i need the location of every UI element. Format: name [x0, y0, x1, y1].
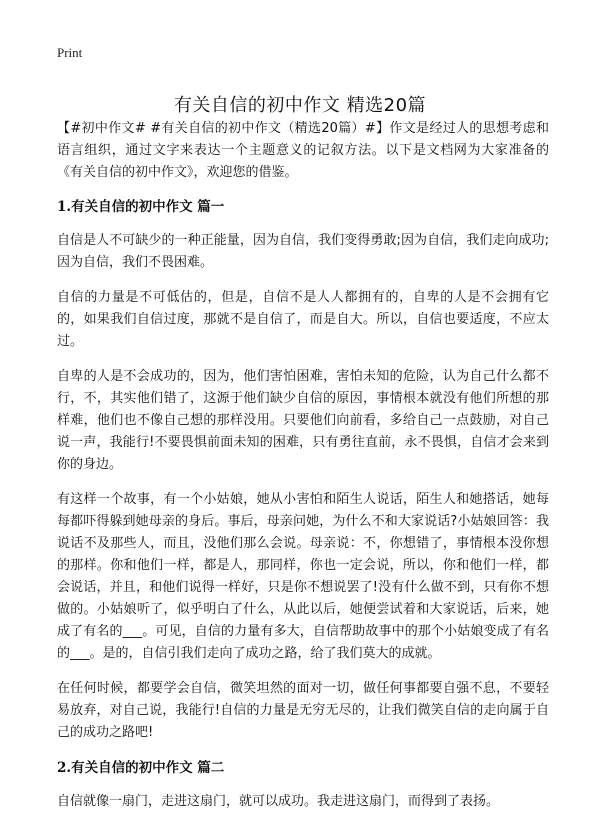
article-body [57, 118, 549, 826]
paragraph: 在任何时候，都要学会自信，微笑坦然的面对一切，做任何事都要自强不息，不要轻易放弃，对自己说，我能行!自信的力量是无穷无尽的，让我们微笑自信的走向属于自己的成功之路吧! [57, 681, 549, 740]
section-heading-1: 1.有关自信的初中作文 篇一 [57, 199, 225, 215]
intro-paragraph: 【#初中作文# #有关自信的初中作文（精选20篇）#】作文是经过人的思想考虑和语言组织，通过文字来表达一个主题意义的记叙方法。以下是文档网为大家准备的《有关自信的初中作文》，欢迎您的借鉴。 [57, 121, 549, 180]
section-heading-2: 2.有关自信的初中作文 篇二 [57, 760, 225, 776]
paragraph: 自信的力量是不可低估的，但是，自信不是人人都拥有的，自卑的人是不会拥有它的，如果我们自信过度，那就不是自信了，而是自大。所以，自信也要适度，不应太过。 [57, 290, 549, 349]
paragraph: 自信是人不可缺少的一种正能量，因为自信，我们变得勇敢;因为自信，我们走向成功;因为自信，我们不畏困难。 [57, 233, 549, 270]
page-title: 有关自信的初中作文 精选20篇 [173, 95, 427, 117]
print-label: Print [57, 45, 83, 60]
paragraph: 有这样一个故事，有一个小姑娘，她从小害怕和陌生人说话，陌生人和她搭话，她每每都吓得躲到她母亲的身后。事后，母亲问她，为什么不和大家说话?小姑娘回答：我说话不及那些人，而且，没他们那么会说。母亲说：不，你想错了，事情根本没你想的那样。你和他们一样，都是人，那同样，你也一定会说，所以，你和他们一样，都会说话，并且，和他们说得一样好，只是你不想说罢了!没有什么做不到，只有你不想做的。小姑娘听了，似乎明白了什么，从此以后，她便尝试着和大家说话，后来，她成了有名的___。可见，自信的力量有多大，自信帮助故事中的那个小姑娘变成了有名的___。是的，自信引我们走向了成功之路，给了我们莫大的成就。 [57, 492, 549, 661]
paragraph: 自卑的人是不会成功的，因为，他们害怕困难，害怕未知的危险，认为自己什么都不行，不，其实他们错了，这源于他们缺少自信的原因，事情根本就没有他们所想的那样难，他们也不像自己想的那样没用。只要他们向前看，多给自己一点鼓励，对自己说一声，我能行!不要畏惧前面未知的困难，只有勇往直前，永不畏惧，自信才会来到你的身边。 [57, 369, 549, 472]
paragraph: 自信就像一扇门，走进这扇门，就可以成功。我走进这扇门，而得到了表扬。 [57, 794, 500, 809]
